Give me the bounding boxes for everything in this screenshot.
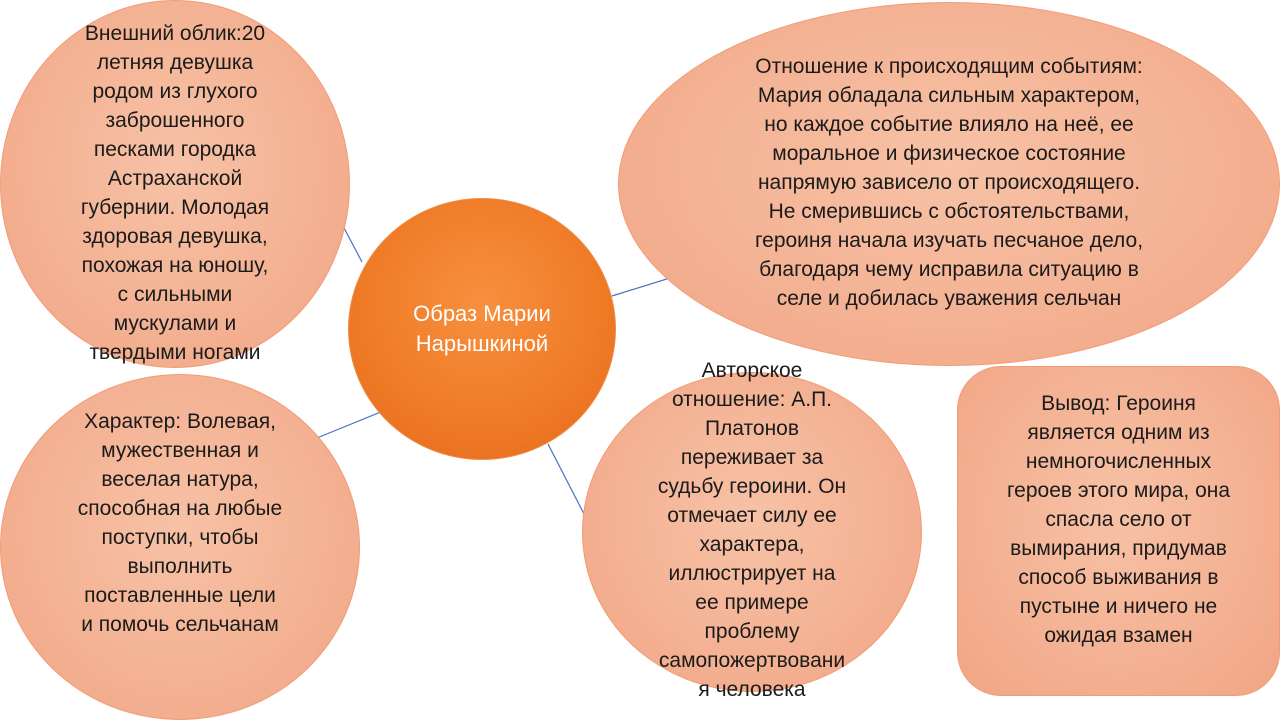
node-character xyxy=(0,374,360,720)
connector-author xyxy=(548,444,584,514)
central-node-label: Образ Марии Нарышкиной xyxy=(413,301,551,356)
node-conclusion xyxy=(957,366,1280,696)
central-node xyxy=(348,198,616,460)
node-conclusion-text: Вывод: Героиня является одним из немногочисленных героев этого мира, она спасла село от вымирания, придумав способ выживания в пустыне и ничего не ожидая взамен xyxy=(1006,391,1231,647)
connector-appearance xyxy=(343,226,362,262)
node-author-attitude xyxy=(582,359,922,701)
node-attitude-text: Отношение к происходящим событиям: Мария обладала сильным характером, но каждое событие влияло на неё, ее моральное и физическое состояние напрямую зависело от происходящего. Не смерившись с обстоятельствами, героиня начала изучать песчаное дело, благодаря чему исправила ситуацию в селе и добилась уважения сельчан xyxy=(754,54,1144,310)
node-character-text: Характер: Волевая, мужественная и веселая натура, способная на любые поступки, чтобы выполнить поставленные цели и помочь сельчанам xyxy=(77,410,283,636)
node-appearance xyxy=(0,0,350,368)
node-author-text: Авторское отношение: А.П. Платонов переживает за судьбу героини. Он отмечает силу ее характера, иллюстрирует на ее примере проблему самопожертвовани я человека xyxy=(657,359,847,701)
node-appearance-text: Внешний облик:20 летняя девушка родом из глухого заброшенного песками городка Астраханской губернии. Молодая здоровая девушка, похожая на юношу, с сильными мускулами и твердыми ногами xyxy=(80,22,270,364)
node-attitude-to-events xyxy=(618,2,1280,366)
